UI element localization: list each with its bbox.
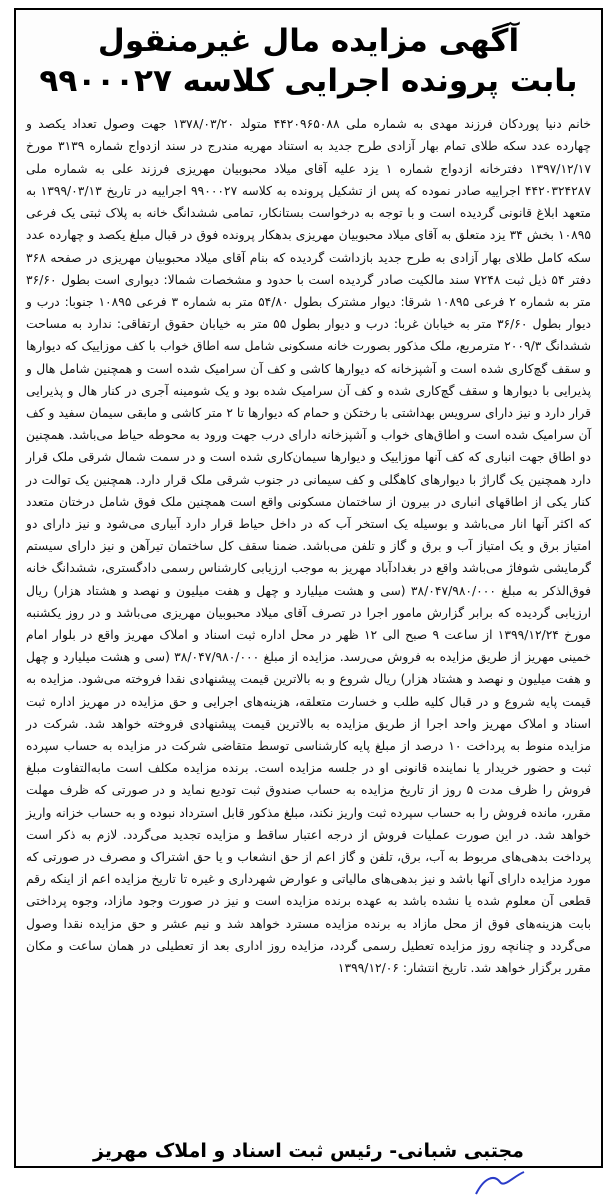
notice-header (16, 10, 601, 99)
notice-case-number: بابت پرونده اجرایی کلاسه ۹۹۰۰۰۲۷ (39, 62, 578, 99)
notice-title: آگهی مزایده مال غیرمنقول (97, 23, 520, 59)
notice-signature: مجتبی شبانی- رئیس ثبت اسناد و املاک مهریز (93, 1140, 524, 1162)
pen-mark-icon (470, 1168, 530, 1198)
notice-body: خانم دنیا پوردکان فرزند مهدی به شماره ملی ۴۴۲۰۹۶۵۰۸۸ متولد ۱۳۷۸/۰۳/۲۰ جهت وصول تعداد یکصد و چهارده عدد سکه طلای تمام بهار آزادی طرح جدید به استناد مهریه مندرج در سند ازدواج شماره ۳۱۳۹ مورخ ۱۳۹۷/۱۲/۱۷ دفترخانه ازدواج شماره ۱ یزد علیه آقای میلاد محبوبیان مهریزی فرزند علی به شماره ملی ۴۴۲۰۳۲۴۲۸۷ اجراییه صادر نموده که پس از تشکیل پرونده به کلاسه ۹۹۰۰۰۲۷ اجراییه در تاریخ ۱۳۹۹/۰۳/۱۳ به متعهد ابلاغ قانونی گردیده است و با توجه به درخواست بستانکار، تمامی ششدانگ خانه به پلاک ثبتی یک فرعی ۱۰۸۹۵ بخش ۳۴ یزد متعلق به آقای میلاد محبوبیان مهریزی بدهکار پرونده فوق در قبال مبلغ یکصد و چهارده عدد سکه کامل طلای بهار آزادی به طرح جدید بازداشت گردیده که بنام آقای میلاد محبوبیان مهریزی در صفحه ۳۶۸ دفتر ۵۴ ذیل ثبت ۷۲۴۸ سند مالکیت صادر گردیده است با حدود و مشخصات شمالا: دیواری است بطول ۳۶/۶۰ متر به شماره ۲ فرعی ۱۰۸۹۵ شرقا: دیوار مشترک بطول ۵۴/۸۰ متر به شماره ۳ فرعی ۱۰۸۹۵ جنوبا: درب و دیوار بطول ۳۶/۶۰ متر به خیابان غربا: درب و دیوار بطول ۵۵ متر به خیابان حقوق ارتفاقی: ندارد به مساحت ششدانگ ۲۰۰۹/۳ مترمربع، ملک مذکور بصورت خانه مسکونی شامل سه اطاق خواب با کف موزاییک که دیوارها و سقف گچ‌کاری شده است و آشپزخانه که دیوارها کاشی و کف آن سرامیک شده است و همچنین شامل هال و پذیرایی با دیوارها و سقف گچ‌کاری شده و کف آن سرامیک شده بود و یک شومینه آجری در کنار هال و پذیرایی قرار دارد و نیز دارای سرویس بهداشتی با رختکن و حمام که دیوارها تا ۲ متر کاشی و مابقی سیمان سفید و کف آن سرامیک شده است و اطاق‌های خواب و آشپزخانه دارای درب جهت ورود به محوطه حیاط می‌باشد. همچنین دو اطاق جهت انباری که کف آنها موزاییک و دیوارها سیمان‌کاری شده است و در سمت شمال شرقی ملک قرار دارد همچنین یک گاراژ با دیوارهای کاهگلی و کف سیمانی در جنوب شرقی ملک قرار دارد. همچنین یک توالت در کنار یکی از اطاقهای انباری در بیرون از ساختمان مسکونی واقع است همچنین ملک فوق شامل درختان متعدد که اکثر آنها انار می‌باشد و بوسیله یک استخر آب که در داخل حیاط قرار دارد آبیاری می‌شود و نیز دارای دو امتیاز برق و یک امتیاز آب و برق و گاز و تلفن می‌باشد. ضمنا سقف کل ساختمان تیرآهن و نیز دارای سیستم گرمایشی شوفاژ می‌باشد واقع در بغدادآباد مهریز به موجب ارزیابی کارشناس رسمی دادگستری، ششدانگ خانه فوق‌الذکر به مبلغ ۳۸/۰۴۷/۹۸۰/۰۰۰ (سی و هشت میلیارد و چهل و هفت میلیون و نهصد و هشتاد هزار) ریال ارزیابی گردیده که برابر گزارش مامور اجرا در تصرف آقای میلاد محبوبیان مهریزی می‌باشد و در روز یکشنبه مورخ ۱۳۹۹/۱۲/۲۴ از ساعت ۹ صبح الی ۱۲ ظهر در محل اداره ثبت اسناد و املاک مهریز واقع در بلوار امام خمینی مهریز از طریق مزایده به فروش می‌رسد. مزایده از مبلغ ۳۸/۰۴۷/۹۸۰/۰۰۰ (سی و هشت میلیارد و چهل و هفت میلیون و نهصد و هشتاد هزار) ریال شروع و به بالاترین قیمت پیشنهادی نقدا فروخته می‌شود. مزایده به قیمت پایه شروع و در قبال کلیه طلب و خسارت متعلقه، هزینه‌های اجرایی و حق مزایده در مهریز اداره ثبت اسناد و املاک مهریز واحد اجرا از طریق مزایده به بالاترین قیمت پیشنهادی فروخته خواهد شد. شرکت در مزایده منوط به پرداخت ۱۰ درصد از مبلغ پایه کارشناسی توسط متقاضی شرکت در مزایده به حساب سپرده ثبت و حضور خریدار یا نماینده قانونی او در جلسه مزایده است. برنده مزایده مکلف است مابه‌التفاوت مبلغ فروش را ظرف مدت ۵ روز از تاریخ مزایده به حساب صندوق ثبت تودیع نماید و در صورتی که ظرف مهلت مقرر، مانده فروش را به حساب سپرده ثبت واریز نکند، مبلغ مذکور قابل استرداد نبوده و به حساب خزانه واریز خواهد شد. در این صورت عملیات فروش از درجه اعتبار ساقط و مزایده تجدید می‌گردد. لازم به ذکر است پرداخت بدهی‌های مربوط به آب، برق، تلفن و گاز اعم از حق انشعاب و یا حق اشتراک و مصرف در صورتی که مورد مزایده دارای آنها باشد و نیز بدهی‌های مالیاتی و عوارض شهرداری و غیره تا تاریخ مزایده اعم از اینکه رقم قطعی آن معلوم شده یا نشده باشد به عهده برنده مزایده است و نیز در صورت وجود مازاد، وجوه پرداختی بابت هزینه‌های فوق از محل مازاد به برنده مزایده مسترد خواهد شد و نیم عشر و حق مزایده نقدا وصول می‌گردد و چنانچه روز مزایده تعطیل رسمی گردد، مزایده روز اداری بعد از تعطیلی در همان ساعت و مکان مقرر برگزار خواهد شد. تاریخ انتشار: ۱۳۹۹/۱۲/۰۶ (26, 117, 592, 975)
auction-notice (14, 8, 603, 1168)
